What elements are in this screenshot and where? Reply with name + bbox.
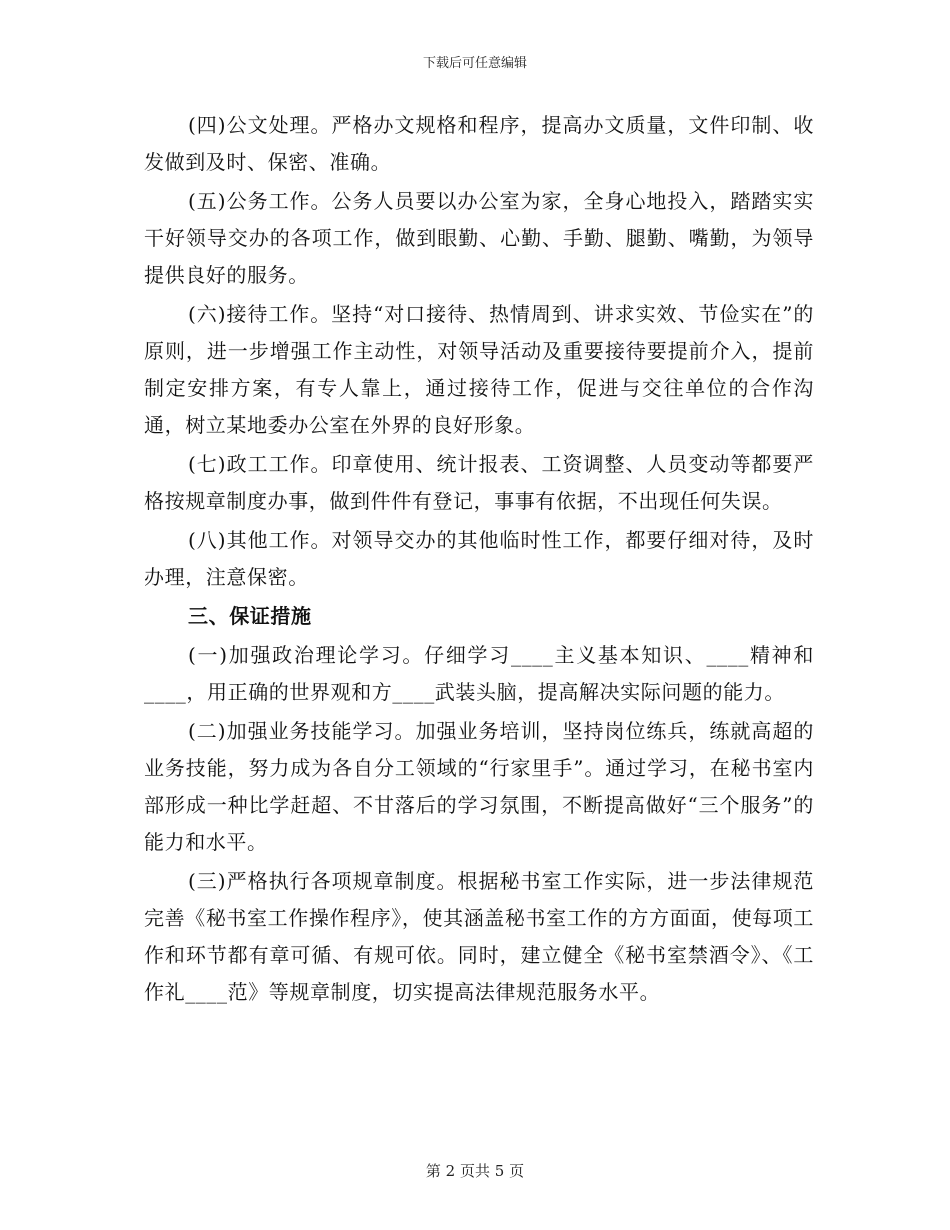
paragraph-other-work: (八)其他工作。对领导交办的其他临时性工作，都要仔细对待，及时办理，注意保密。	[144, 528, 814, 589]
paragraph-official-documents: (四)公文处理。严格办文规格和程序，提高办文质量，文件印制、收发做到及时、保密、准确。	[144, 113, 814, 174]
measure-political-study: (一)加强政治理论学习。仔细学习____主义基本知识、____精神和____，用正确的世界观和方____武装头脑，提高解决实际问题的能力。	[144, 643, 814, 704]
page-footer: 第 2 页共 5 页	[425, 1162, 525, 1180]
paragraph-political-work: (七)政工工作。印章使用、统计报表、工资调整、人员变动等都要严格按规章制度办事，做到件件有登记，事事有依据，不出现任何失误。	[144, 452, 814, 513]
document-body	[144, 107, 814, 1013]
measure-skill-study: (二)加强业务技能学习。加强业务培训，坚持岗位练兵，练就高超的业务技能，努力成为各自分工领域的“行家里手”。通过学习，在秘书室内部形成一种比学赶超、不甘落后的学习氛围，不断提高做好“三个服务”的能力和水平。	[144, 719, 814, 854]
page-header: 下载后可任意编辑	[422, 56, 527, 71]
paragraph-reception: (六)接待工作。坚持“对口接待、热情周到、讲求实效、节俭实在”的原则，进一步增强工作主动性，对领导活动及重要接待要提前介入，提前制定安排方案，有专人靠上，通过接待工作，促进与交往单位的合作沟通，树立某地委办公室在外界的良好形象。	[144, 302, 814, 437]
paragraph-public-affairs: (五)公务工作。公务人员要以办公室为家，全身心地投入，踏踏实实干好领导交办的各项工作，做到眼勤、心勤、手勤、腿勤、嘴勤，为领导提供良好的服务。	[144, 189, 814, 287]
section-title: 三、保证措施	[188, 604, 312, 628]
measure-rules: (三)严格执行各项规章制度。根据秘书室工作实际，进一步法律规范完善《秘书室工作操作程序》，使其涵盖秘书室工作的方方面面，使每项工作和环节都有章可循、有规可依。同时，建立健全《秘书室禁酒令》、《工作礼____范》等规章制度，切实提高法律规范服务水平。	[144, 869, 814, 1004]
